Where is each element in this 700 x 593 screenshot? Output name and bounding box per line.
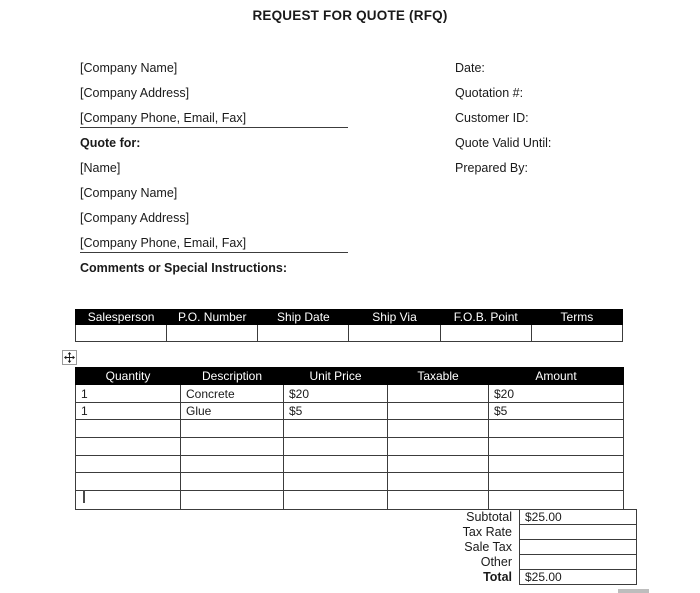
items-cell-r6-quantity[interactable] — [76, 491, 181, 510]
summary-row-sale-tax — [380, 540, 637, 555]
table-move-handle[interactable] — [62, 350, 77, 365]
sender-company-address[interactable]: [Company Address] — [80, 86, 190, 100]
items-cell-r4-description[interactable] — [181, 456, 284, 473]
recipient-company-contact[interactable]: [Company Phone, Email, Fax] — [80, 236, 247, 250]
items-cell-r1-quantity[interactable]: 1 — [76, 403, 181, 420]
items-cell-r4-taxable[interactable] — [388, 456, 489, 473]
meta-label-prepared-by: Prepared By: — [455, 161, 528, 175]
sender-company-contact[interactable]: [Company Phone, Email, Fax] — [80, 111, 247, 125]
meta-label-quotation: Quotation #: — [455, 86, 524, 100]
items-cell-r5-quantity[interactable] — [76, 473, 181, 491]
items-cell-r5-description[interactable] — [181, 473, 284, 491]
items-cell-r0-unit-price[interactable]: $20 — [284, 385, 388, 403]
items-cell-r2-unit-price[interactable] — [284, 420, 388, 438]
items-cell-r1-unit-price[interactable]: $5 — [284, 403, 388, 420]
items-cell-r1-taxable[interactable] — [388, 403, 489, 420]
page-title: REQUEST FOR QUOTE (RFQ) — [252, 8, 448, 23]
scrollbar-fragment — [618, 589, 649, 593]
summary-value-sale-tax[interactable] — [520, 540, 637, 555]
items-cell-r3-quantity[interactable] — [76, 438, 181, 456]
recipient-underline — [80, 252, 348, 253]
items-cell-r5-unit-price[interactable] — [284, 473, 388, 491]
items-cell-r6-description[interactable] — [181, 491, 284, 510]
summary-value-tax-rate[interactable] — [520, 525, 637, 540]
items-cell-r3-amount[interactable] — [489, 438, 624, 456]
items-row-3 — [76, 420, 624, 438]
shipping-header-ship-date: Ship Date — [258, 310, 349, 325]
items-row-5 — [76, 456, 624, 473]
summary-label-sale-tax: Sale Tax — [464, 540, 512, 554]
items-cell-r2-description[interactable] — [181, 420, 284, 438]
sender-underline — [80, 127, 348, 128]
shipping-header-ship-via: Ship Via — [349, 310, 440, 325]
items-cell-r3-unit-price[interactable] — [284, 438, 388, 456]
shipping-table — [75, 309, 623, 342]
shipping-cell-terms[interactable] — [531, 325, 622, 342]
meta-label-valid-until: Quote Valid Until: — [455, 136, 552, 150]
items-row-6 — [76, 473, 624, 491]
items-table — [75, 367, 624, 510]
summary-value-subtotal[interactable]: $25.00 — [520, 510, 637, 525]
items-cell-r5-amount[interactable] — [489, 473, 624, 491]
items-cell-r1-description[interactable]: Glue — [181, 403, 284, 420]
items-header-taxable: Taxable — [388, 368, 489, 385]
items-cell-r2-taxable[interactable] — [388, 420, 489, 438]
recipient-name[interactable]: [Name] — [80, 161, 121, 175]
shipping-cell-ship-via[interactable] — [349, 325, 440, 342]
items-cell-r6-taxable[interactable] — [388, 491, 489, 510]
items-cell-r0-description[interactable]: Concrete — [181, 385, 284, 403]
summary-row-other — [380, 555, 637, 570]
summary-label-total: Total — [483, 570, 512, 584]
items-cell-r4-quantity[interactable] — [76, 456, 181, 473]
summary-label-tax-rate: Tax Rate — [462, 525, 512, 539]
shipping-cell-salesperson[interactable] — [76, 325, 167, 342]
shipping-data-row — [76, 325, 623, 342]
items-cell-r4-amount[interactable] — [489, 456, 624, 473]
items-header-quantity: Quantity — [76, 368, 181, 385]
summary-value-other[interactable] — [520, 555, 637, 570]
items-cell-r4-unit-price[interactable] — [284, 456, 388, 473]
summary-row-subtotal — [380, 510, 637, 525]
shipping-header-fob-point: F.O.B. Point — [440, 310, 531, 325]
move-icon — [64, 352, 75, 363]
shipping-header-salesperson: Salesperson — [76, 310, 167, 325]
items-cell-r5-taxable[interactable] — [388, 473, 489, 491]
items-cell-r6-amount[interactable] — [489, 491, 624, 510]
shipping-cell-ship-date[interactable] — [258, 325, 349, 342]
items-cell-r1-amount[interactable]: $5 — [489, 403, 624, 420]
shipping-header-terms: Terms — [531, 310, 622, 325]
quote-for-heading: Quote for: — [80, 136, 141, 150]
totals-summary — [380, 509, 637, 585]
items-header-unit-price: Unit Price — [284, 368, 388, 385]
recipient-company-name[interactable]: [Company Name] — [80, 186, 178, 200]
shipping-cell-po-number[interactable] — [167, 325, 258, 342]
items-row-2 — [76, 403, 624, 420]
items-cell-r0-amount[interactable]: $20 — [489, 385, 624, 403]
items-header-row — [76, 368, 624, 385]
text-cursor — [83, 490, 85, 503]
items-cell-r6-unit-price[interactable] — [284, 491, 388, 510]
sender-company-name[interactable]: [Company Name] — [80, 61, 178, 75]
summary-label-other: Other — [480, 555, 512, 569]
meta-label-date: Date: — [455, 61, 485, 75]
items-cell-r0-taxable[interactable] — [388, 385, 489, 403]
summary-row-tax-rate — [380, 525, 637, 540]
items-row-4 — [76, 438, 624, 456]
recipient-company-address[interactable]: [Company Address] — [80, 211, 190, 225]
summary-value-total[interactable]: $25.00 — [520, 570, 637, 585]
items-cell-r2-quantity[interactable] — [76, 420, 181, 438]
items-cell-r3-taxable[interactable] — [388, 438, 489, 456]
items-cell-r0-quantity[interactable]: 1 — [76, 385, 181, 403]
items-cell-r3-description[interactable] — [181, 438, 284, 456]
shipping-header-row — [76, 310, 623, 325]
meta-label-customer-id: Customer ID: — [455, 111, 529, 125]
summary-label-subtotal: Subtotal — [466, 510, 512, 524]
shipping-cell-fob-point[interactable] — [440, 325, 531, 342]
summary-row-total — [380, 570, 637, 585]
items-cell-r2-amount[interactable] — [489, 420, 624, 438]
items-header-amount: Amount — [489, 368, 624, 385]
comments-heading: Comments or Special Instructions: — [80, 261, 287, 275]
items-row-7-active — [76, 491, 624, 510]
items-header-description: Description — [181, 368, 284, 385]
items-row-1 — [76, 385, 624, 403]
shipping-header-po-number: P.O. Number — [167, 310, 258, 325]
